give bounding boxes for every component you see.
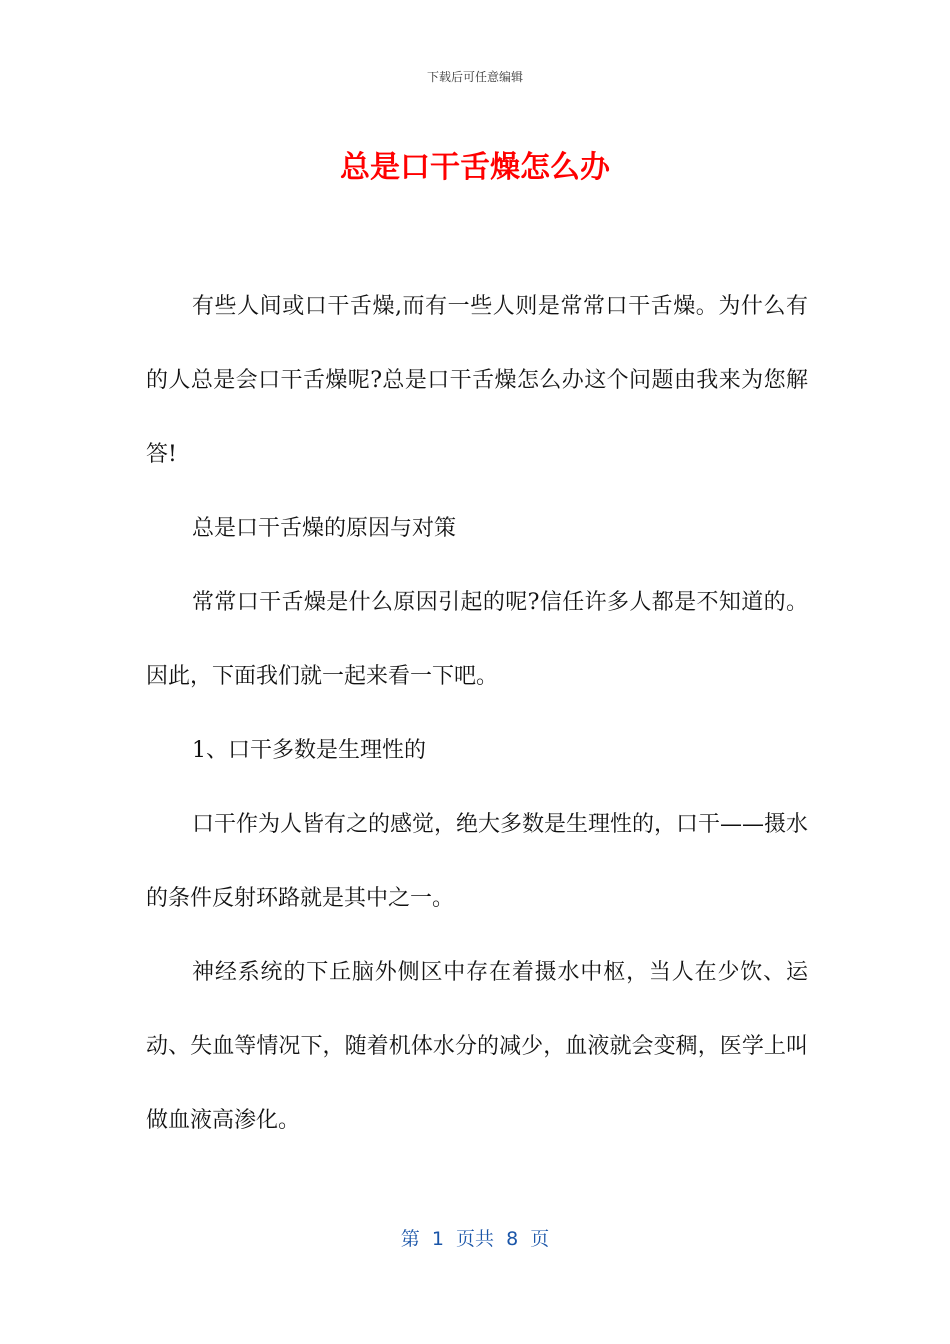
page-number-footer: 第 1 页共 8 页 xyxy=(400,1228,550,1250)
document-body xyxy=(146,270,808,1158)
section-heading: 总是口干舌燥的原因与对策 xyxy=(192,516,457,541)
paragraph: 神经系统的下丘脑外侧区中存在着摄水中枢，当人在少饮、运动、失血等情况下，随着机体水分的减少，血液就会变稠，医学上叫做血液高渗化。 xyxy=(146,960,808,1133)
paragraph: 常常口干舌燥是什么原因引起的呢?信任许多人都是不知道的。因此，下面我们就一起来看一下吧。 xyxy=(146,590,808,689)
document-title: 总是口干舌燥怎么办 xyxy=(340,150,610,185)
paragraph: 口干作为人皆有之的感觉，绝大多数是生理性的，口干——摄水的条件反射环路就是其中之一。 xyxy=(146,812,809,911)
header-note: 下载后可任意编辑 xyxy=(426,70,523,84)
subsection-heading: 1、口干多数是生理性的 xyxy=(192,738,426,763)
paragraph: 有些人间或口干舌燥,而有一些人则是常常口干舌燥。为什么有的人总是会口干舌燥呢?总是口干舌燥怎么办这个问题由我来为您解答! xyxy=(146,294,808,467)
